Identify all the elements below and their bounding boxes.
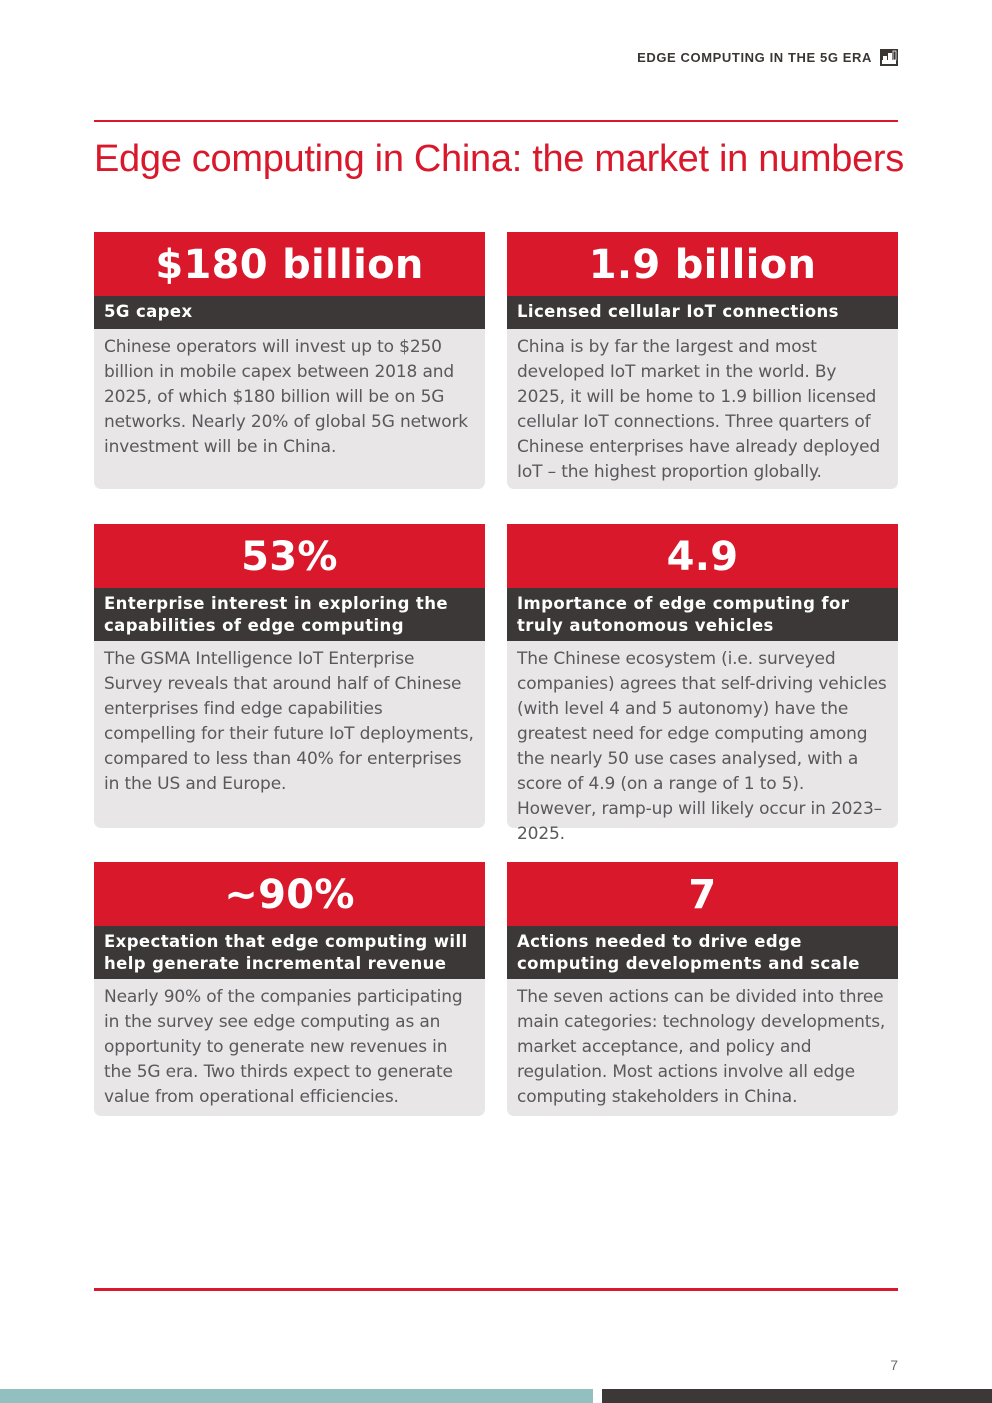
page-number: 7: [890, 1357, 898, 1373]
stat-label: Licensed cellular IoT connections: [507, 296, 898, 329]
bottom-divider: [94, 1288, 898, 1291]
stat-card-5g-capex: [94, 232, 485, 489]
stat-label: Enterprise interest in exploring the capabilities of edge computing: [94, 588, 485, 641]
stat-label: 5G capex: [94, 296, 485, 329]
stat-card-incremental-revenue: [94, 862, 485, 1116]
stat-value: $180 billion: [94, 232, 485, 296]
stat-description: China is by far the largest and most developed IoT market in the world. By 2025, it will be home to 1.9 billion licensed cellular IoT connections. Three quarters of Chinese enterprises have already deployed IoT – the highest proportion globally.: [517, 337, 881, 482]
stat-value: 1.9 billion: [507, 232, 898, 296]
stat-value: 53%: [94, 524, 485, 588]
stat-label: Actions needed to drive edge computing developments and scale: [507, 926, 898, 979]
stat-label: Expectation that edge computing will help generate incremental revenue: [94, 926, 485, 979]
running-header: EDGE COMPUTING IN THE 5G ERA: [637, 50, 872, 65]
stat-description: Chinese operators will invest up to $250 billion in mobile capex between 2018 and 2025, of which $180 billion will be on 5G networks. Nearly 20% of global 5G network investment will be in China.: [104, 337, 468, 457]
stat-label: Importance of edge computing for truly autonomous vehicles: [507, 588, 898, 641]
stat-card-iot-connections: [507, 232, 898, 489]
footer-bar-teal: [0, 1389, 593, 1403]
stat-description: The GSMA Intelligence IoT Enterprise Survey reveals that around half of Chinese enterprises find edge capabilities compelling for their future IoT deployments, compared to less than 40% for enterprises in the US and Europe.: [104, 649, 474, 794]
stat-value: 4.9: [507, 524, 898, 588]
footer-bar-dark: [602, 1389, 992, 1403]
stat-card-autonomous-vehicles: [507, 524, 898, 844]
stat-description: The Chinese ecosystem (i.e. surveyed companies) agrees that self-driving vehicles (with level 4 and 5 autonomy) have the greatest need for edge computing among the nearly 50 use cases analysed, with a score of 4.9 (on a range of 1 to 5). However, ramp-up will likely occur in 2023–2025.: [517, 649, 887, 844]
stat-card-actions-needed: [507, 862, 898, 1116]
stat-value: ~90%: [94, 862, 485, 926]
page-title: Edge computing in China: the market in numbers: [94, 138, 904, 180]
top-divider: [94, 120, 898, 122]
stat-value: 7: [507, 862, 898, 926]
report-icon: [880, 49, 898, 66]
stat-description: The seven actions can be divided into three main categories: technology developments, market acceptance, and policy and regulation. Most actions involve all edge computing stakeholders in China.: [517, 987, 886, 1107]
stat-card-enterprise-interest: [94, 524, 485, 828]
stat-description: Nearly 90% of the companies participating in the survey see edge computing as an opportunity to generate new revenues in the 5G era. Two thirds expect to generate value from operational efficiencies.: [104, 987, 463, 1107]
